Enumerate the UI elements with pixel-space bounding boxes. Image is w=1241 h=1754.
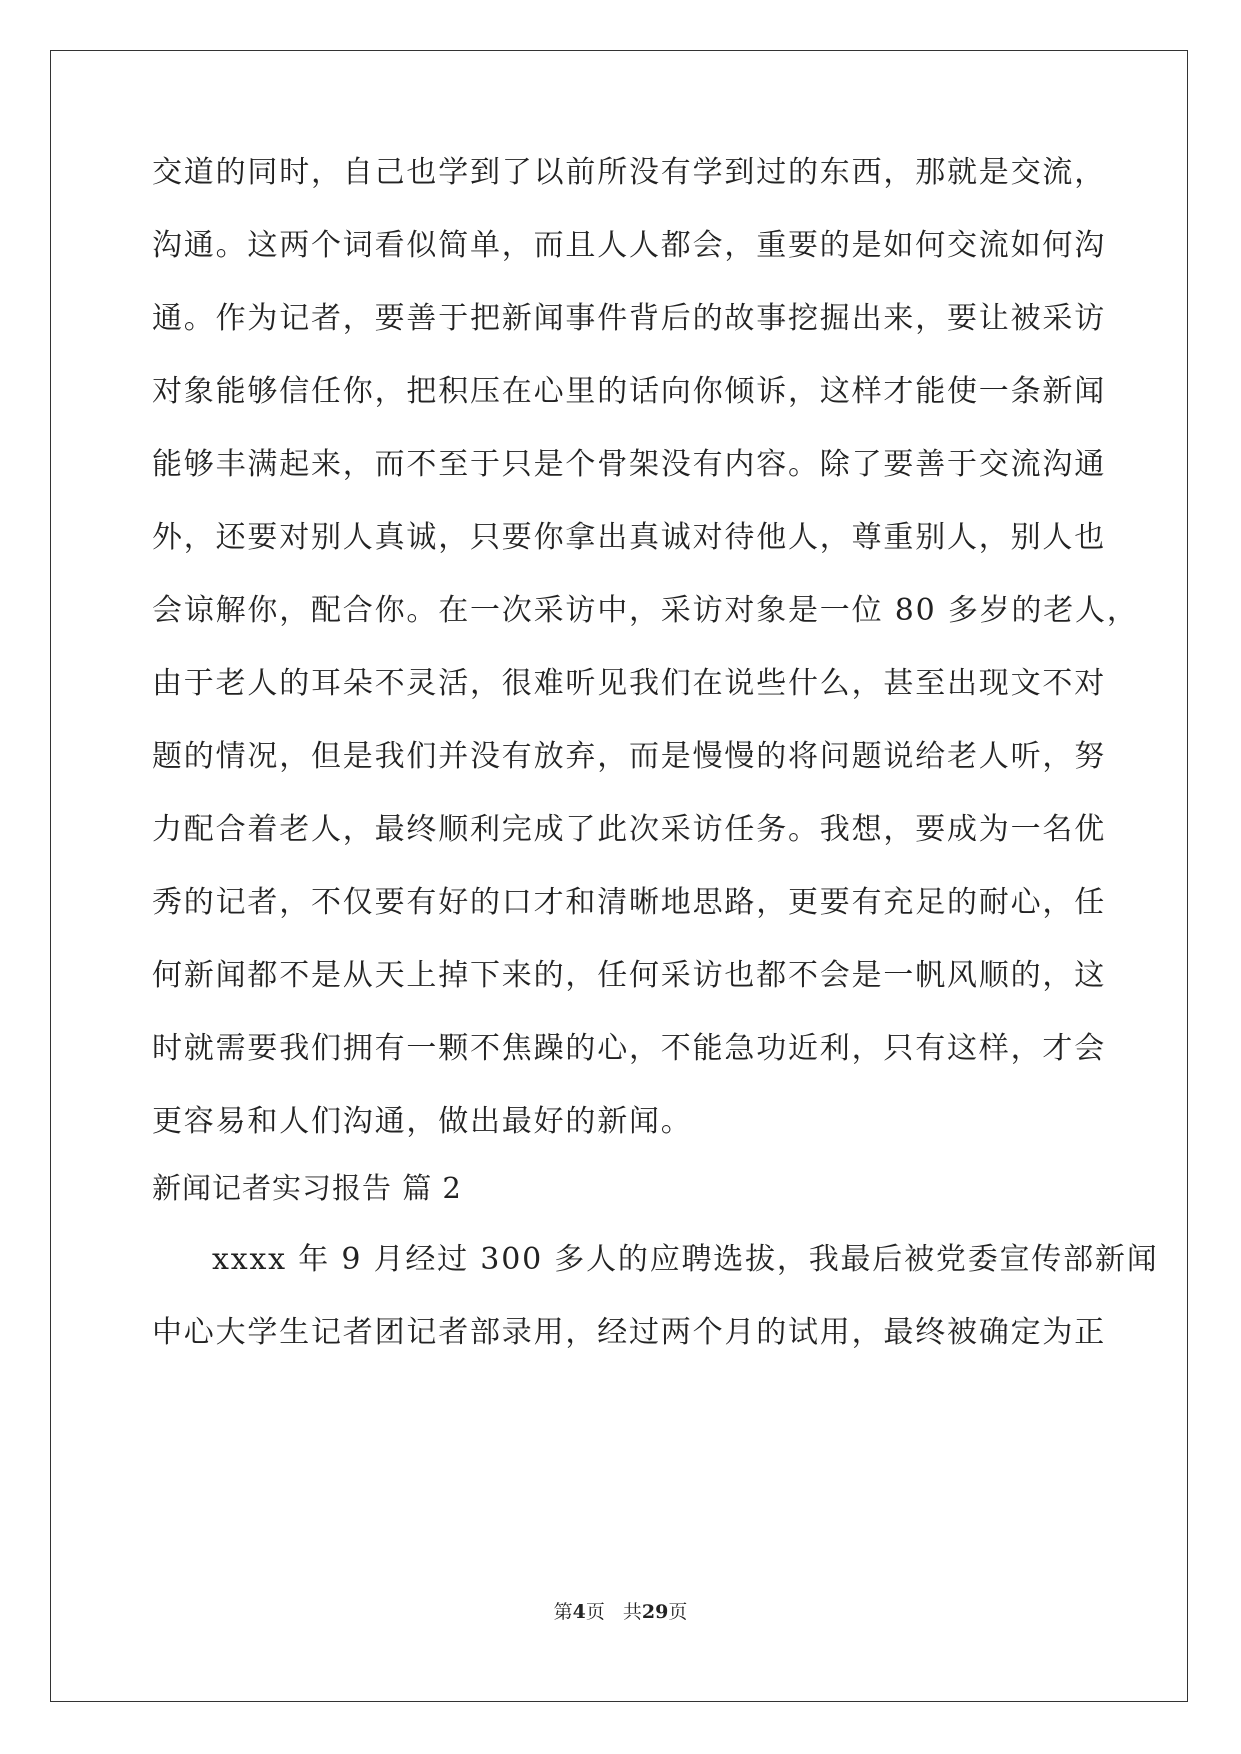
text-line: xxxx 年 9 月经过 300 多人的应聘选拔，我最后被党委宣传部新闻 xyxy=(212,1242,1159,1277)
text-line: 能够丰满起来，而不至于只是个骨架没有内容。除了要善于交流沟通 xyxy=(152,447,1106,482)
text-line: 由于老人的耳朵不灵活，很难听见我们在说些什么，甚至出现文不对 xyxy=(152,666,1106,701)
page-border xyxy=(50,50,1188,1702)
footer-page-prefix: 第 xyxy=(553,1601,573,1623)
text-line: 沟通。这两个词看似简单，而且人人都会，重要的是如何交流如何沟 xyxy=(152,228,1106,263)
footer-page-suffix: 页 xyxy=(585,1601,605,1623)
text-line: 对象能够信任你，把积压在心里的话向你倾诉，这样才能使一条新闻 xyxy=(152,374,1106,409)
text-line: 力配合着老人，最终顺利完成了此次采访任务。我想，要成为一名优 xyxy=(152,812,1106,847)
text-line: 外，还要对别人真诚，只要你拿出真诚对待他人，尊重别人，别人也 xyxy=(152,520,1106,555)
text-line: 何新闻都不是从天上掉下来的，任何采访也都不会是一帆风顺的，这 xyxy=(152,958,1106,993)
text-line: 通。作为记者，要善于把新闻事件背后的故事挖掘出来，要让被采访 xyxy=(152,301,1106,336)
text-line: 交道的同时，自己也学到了以前所没有学到过的东西，那就是交流， xyxy=(152,155,1106,190)
footer-total-pages: 29 xyxy=(641,1601,669,1623)
text-line: 中心大学生记者团记者部录用，经过两个月的试用，最终被确定为正 xyxy=(152,1315,1106,1350)
text-line: 时就需要我们拥有一颗不焦躁的心，不能急功近利，只有这样，才会 xyxy=(152,1031,1106,1066)
footer-page-number: 4 xyxy=(572,1601,586,1623)
text-line: 题的情况，但是我们并没有放弃，而是慢慢的将问题说给老人听，努 xyxy=(152,739,1106,774)
footer-total-suffix: 页 xyxy=(668,1601,688,1623)
footer-total-prefix: 共 xyxy=(622,1601,642,1623)
section-heading: 新闻记者实习报告 篇 2 xyxy=(152,1171,462,1205)
text-line: 更容易和人们沟通，做出最好的新闻。 xyxy=(152,1104,693,1139)
text-line: 秀的记者，不仅要有好的口才和清晰地思路，更要有充足的耐心，任 xyxy=(152,885,1106,920)
text-line: 会谅解你，配合你。在一次采访中，采访对象是一位 80 多岁的老人， xyxy=(152,593,1139,628)
page-footer xyxy=(0,1600,1241,1624)
